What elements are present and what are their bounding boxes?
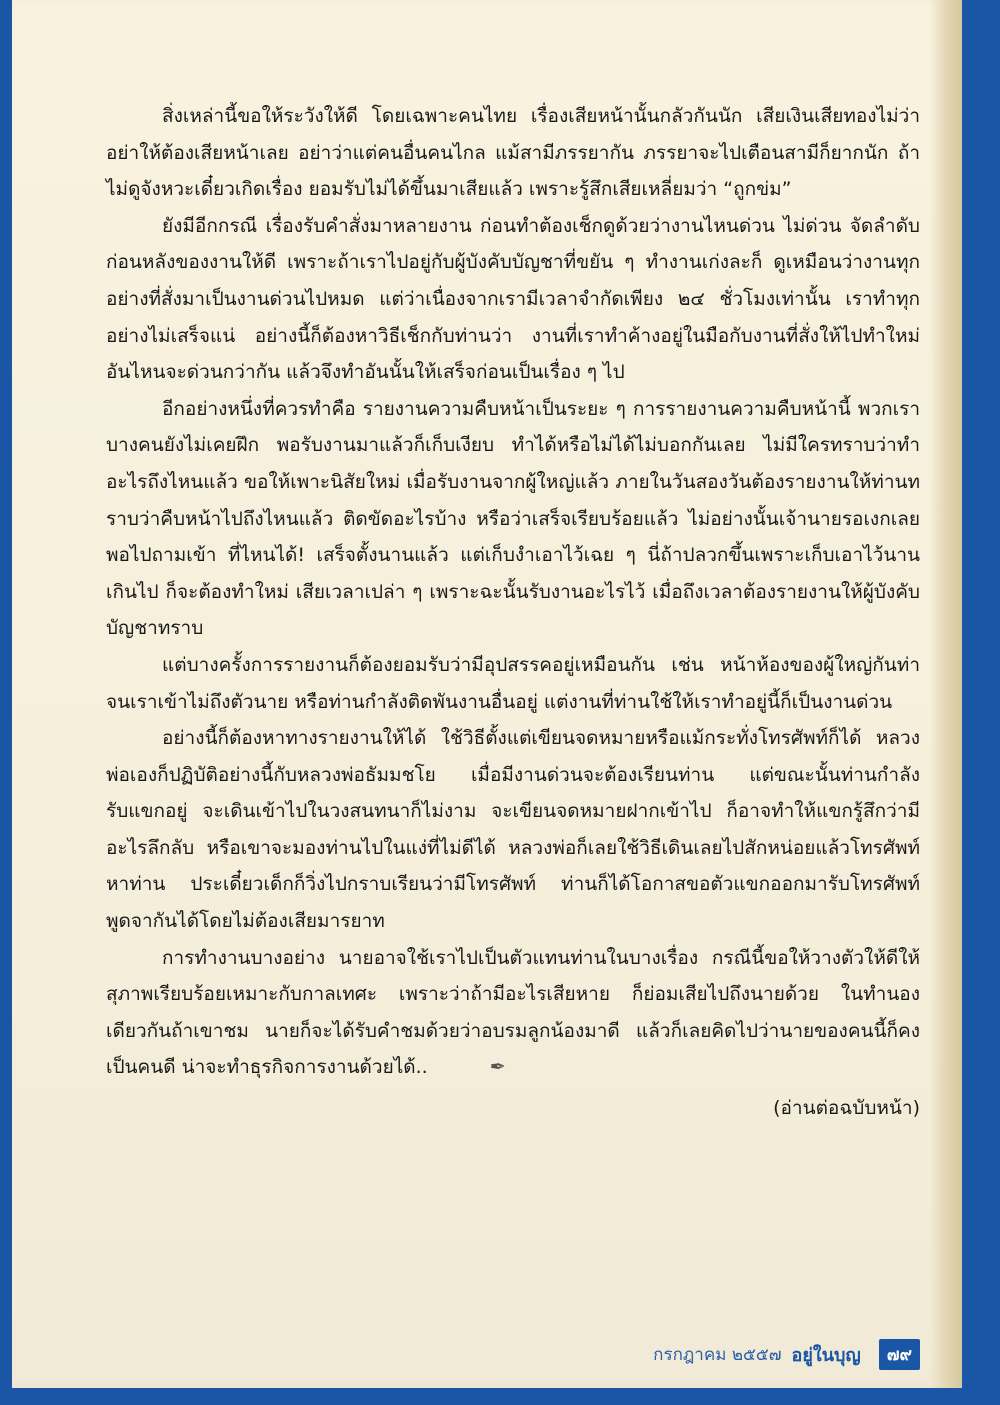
paragraph-2: ยังมีอีกกรณี เรื่องรับคำสั่งมาหลายงาน ก่อนทำต้องเช็กดูด้วยว่างานไหนด่วน ไม่ด่วน จัดลำดับก่อนหลังของงานให้ดี เพราะถ้าเราไปอยู่กับผู้บังคับบัญชาที่ขยัน ๆ ทำงานเก่งละก็ ดูเหมือนว่างานทุกอย่างที่สั่งมาเป็นงานด่วนไปหมด แต่ว่าเนื่องจากเรามีเวลาจำกัดเพียง ๒๔ ชั่วโมงเท่านั้น เราทำทุกอย่างไม่เสร็จแน่ อย่างนี้ก็ต้องหาวิธีเช็กกับท่านว่า งานที่เราทำค้างอยู่ในมือกับงานที่สั่งให้ไปทำใหม่ อันไหนจะด่วนกว่ากัน แล้วจึงทำอันนั้นให้เสร็จก่อนเป็นเรื่อง ๆ ไป [106,214,920,384]
paragraph-6-text: การทำงานบางอย่าง นายอาจใช้เราไปเป็นตัวแทนท่านในบางเรื่อง กรณีนี้ขอให้วางตัวให้ดีให้สุภาพเรียบร้อยเหมาะกับกาลเทศะ เพราะว่าถ้ามีอะไรเสียหาย ก็ย่อมเสียไปถึงนายด้วย ในทำนองเดียวกันถ้าเขาชม นายก็จะได้รับคำชมด้วยว่าอบรมลูกน้องมาดี แล้วก็เลยคิดไปว่านายของคนนี้ก็คงเป็นคนดี น่าจะทำธุรกิจการงานด้วยได้.. [106,946,920,1079]
paragraph-5: อย่างนี้ก็ต้องหาทางรายงานให้ได้ ใช้วิธีตั้งแต่เขียนจดหมายหรือแม้กระทั่งโทรศัพท์ก็ได้ หลวงพ่อเองก็ปฏิบัติอย่างนี้กับหลวงพ่อธัมมชโย เมื่อมีงานด่วนจะต้องเรียนท่าน แต่ขณะนั้นท่านกำลังรับแขกอยู่ จะเดินเข้าไปในวงสนทนาก็ไม่งาม จะเขียนจดหมายฝากเข้าไป ก็อาจทำให้แขกรู้สึกว่ามีอะไรลึกลับ หรือเขาจะมองท่านไปในแง่ที่ไม่ดีได้ หลวงพ่อก็เลยใช้วิธีเดินเลยไปสักหน่อยแล้วโทรศัพท์หาท่าน ประเดี๋ยวเด็กก็วิ่งไปกราบเรียนว่ามีโทรศัพท์ ท่านก็ได้โอกาสขอตัวแขกออกมารับโทรศัพท์ พูดจากันได้โดยไม่ต้องเสียมารยาท [106,727,920,933]
feather-quill-icon: ✒ [489,1056,506,1079]
article-body [106,98,920,1127]
issue-date: กรกฎาคม ๒๕๕๗ [653,1344,782,1365]
continue-note: (อ่านต่อฉบับหน้า) [773,1097,920,1120]
page-footer [560,1338,920,1370]
paragraph-6 [106,940,920,1086]
page-number-badge: ๗๙ [879,1339,920,1370]
paragraph-3: อีกอย่างหนึ่งที่ควรทำคือ รายงานความคืบหน้าเป็นระยะ ๆ การรายงานความคืบหน้านี้ พวกเราบางคนยังไม่เคยฝึก พอรับงานมาแล้วก็เก็บเงียบ ทำได้หรือไม่ได้ไม่บอกกันเลย ไม่มีใครทราบว่าทำอะไรถึงไหนแล้ว ขอให้เพาะนิสัยใหม่ เมื่อรับงานจากผู้ใหญ่แล้ว ภายในวันสองวันต้องรายงานให้ท่านทราบว่าคืบหน้าไปถึงไหนแล้ว ติดขัดอะไรบ้าง หรือว่าเสร็จเรียบร้อยแล้ว ไม่อย่างนั้นเจ้านายรอเงกเลย พอไปถามเข้า ที่ไหนได้! เสร็จตั้งนานแล้ว แต่เก็บงำเอาไว้เฉย ๆ นี่ถ้าปลวกขึ้นเพราะเก็บเอาไว้นานเกินไป ก็จะต้องทำใหม่ เสียเวลาเปล่า ๆ เพราะฉะนั้นรับงานอะไรไว้ เมื่อถึงเวลาต้องรายงานให้ผู้บังคับบัญชาทราบ [106,397,920,640]
paper-edge-shadow [930,0,962,1388]
paragraph-1: สิ่งเหล่านี้ขอให้ระวังให้ดี โดยเฉพาะคนไทย เรื่องเสียหน้านั้นกลัวกันนัก เสียเงินเสียทองไม่ว่า อย่าให้ต้องเสียหน้าเลย อย่าว่าแต่คนอื่นคนไกล แม้สามีภรรยากัน ภรรยาจะไปเตือนสามีก็ยากนัก ถ้าไม่ดูจังหวะเดี๋ยวเกิดเรื่อง ยอมรับไม่ได้ขึ้นมาเสียแล้ว เพราะรู้สึกเสียเหลี่ยมว่า “ถูกข่ม” [106,105,920,201]
magazine-title: อยู่ในบุญ [791,1344,861,1366]
paragraph-4: แต่บางครั้งการรายงานก็ต้องยอมรับว่ามีอุปสรรคอยู่เหมือนกัน เช่น หน้าห้องของผู้ใหญ่กันท่าจนเราเข้าไม่ถึงตัวนาย หรือท่านกำลังติดพันงานอื่นอยู่ แต่งานที่ท่านใช้ให้เราทำอยู่นี้ก็เป็นงานด่วน [106,653,920,713]
right-blue-band [965,0,1000,1405]
